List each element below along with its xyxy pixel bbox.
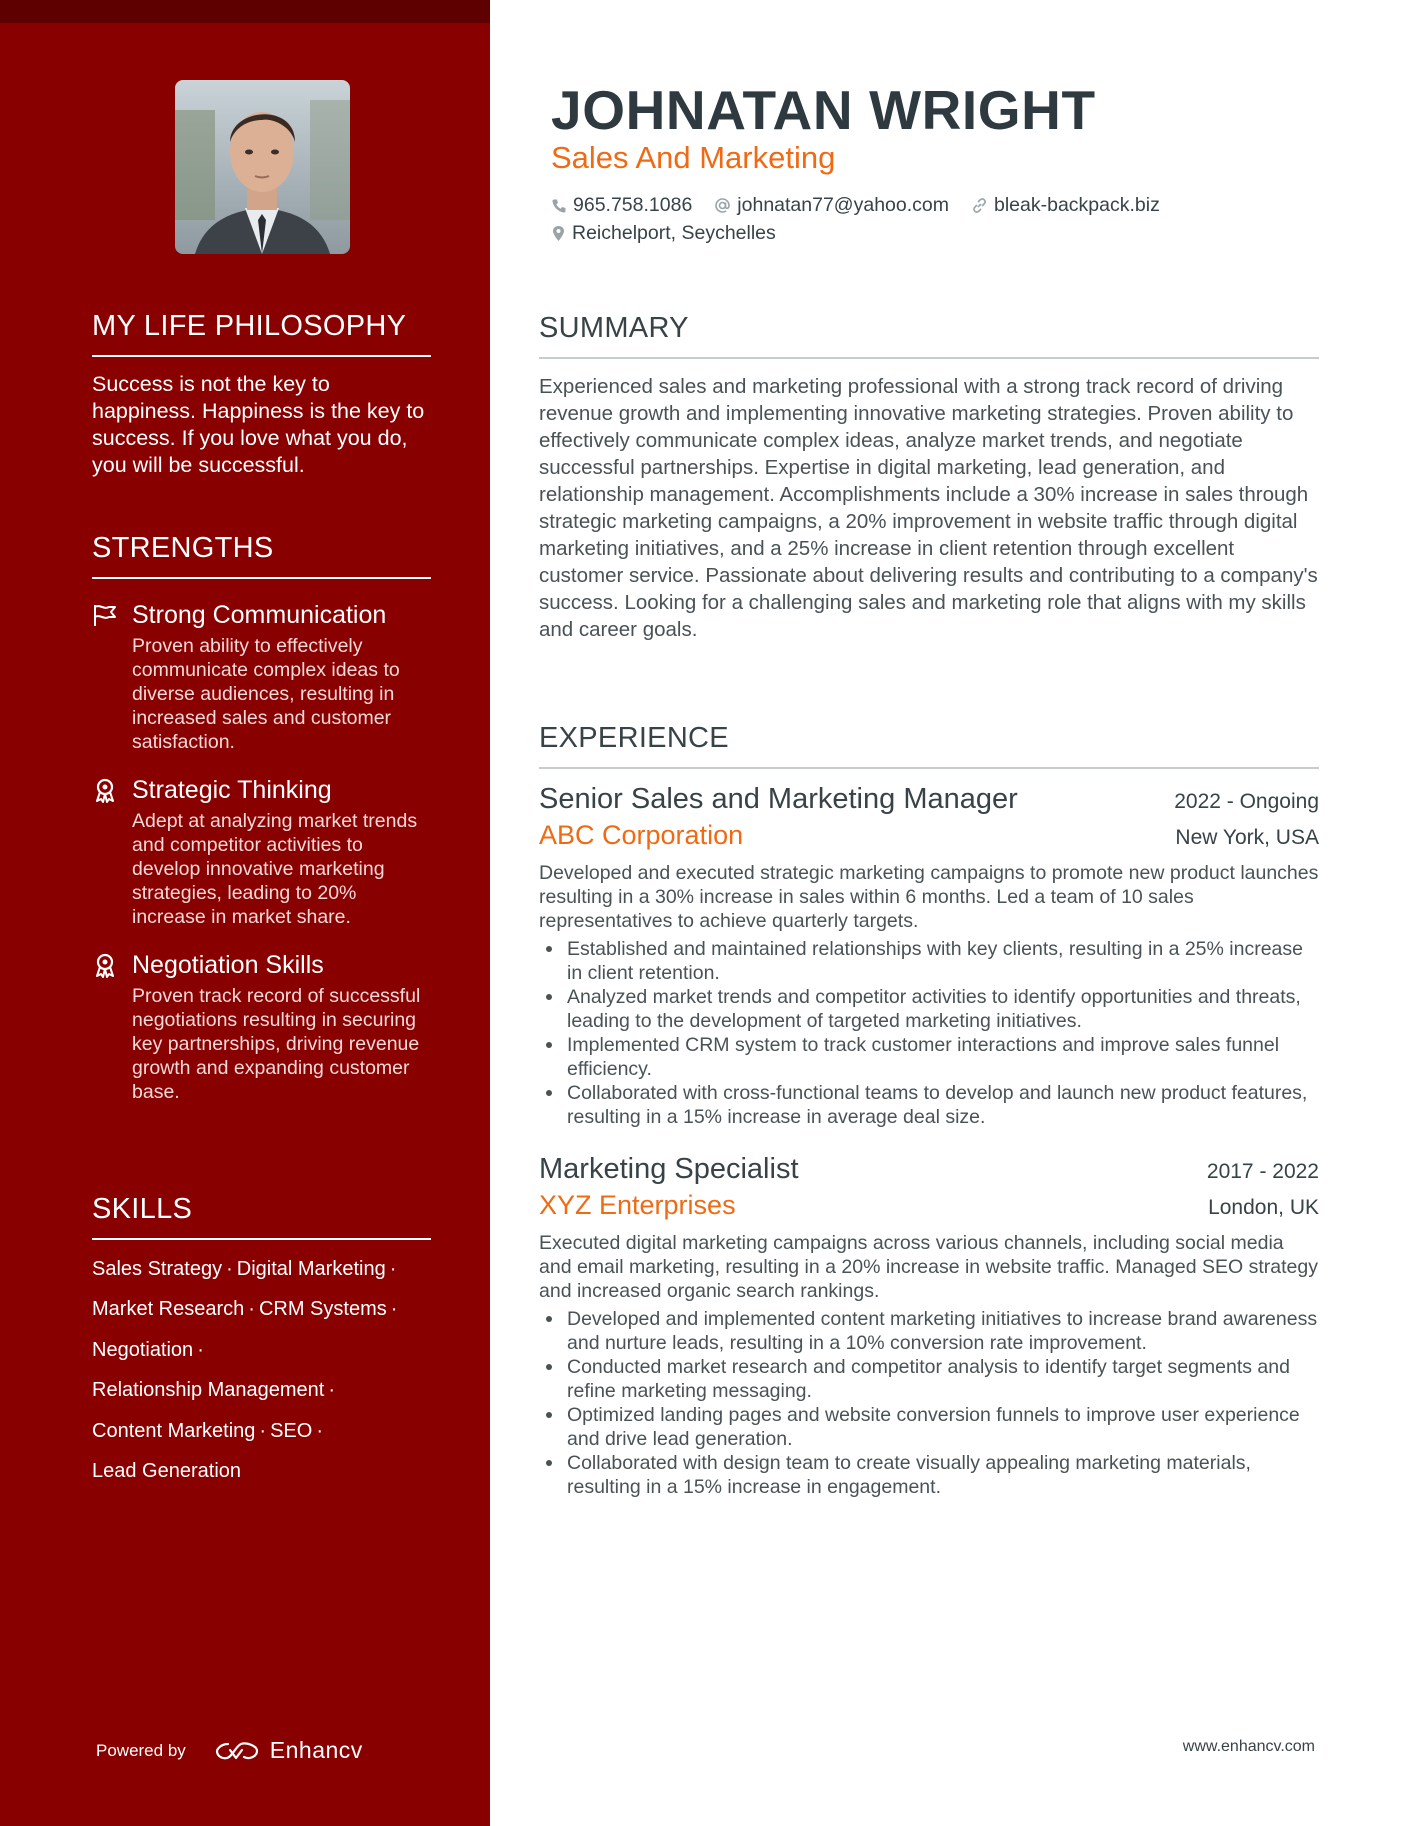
strength-description: Proven ability to effectively communicate complex ideas to diverse audiences, resulting in increased sales and customer satisfaction. [132,635,400,753]
skill-separator: · [328,1379,336,1401]
skills-section [92,1193,431,1483]
phone-icon [551,198,567,214]
philosophy-text: Success is not the key to happiness. Happiness is the key to success. If you love what you do, you will be successful. [92,372,425,477]
job-location: New York, USA [1175,826,1319,849]
skill-line [92,1419,431,1443]
contact-phone[interactable] [551,194,692,217]
job-dates: 2022 - Ongoing [1174,790,1319,813]
enhancv-logo[interactable] [214,1737,363,1764]
location-text: Reichelport, Seychelles [572,222,776,244]
strength-item [92,774,431,929]
skill-tag: Sales Strategy [92,1257,223,1280]
main-content [490,0,1410,1826]
job-bullet: Established and maintained relationships with key clients, resulting in a 25% increase in client retention. [539,937,1319,985]
job-bullets [539,937,1319,1129]
skill-separator: · [389,1257,397,1280]
experience-heading: EXPERIENCE [539,722,1319,769]
job-description: Developed and executed strategic marketing campaigns to promote new product launches resulting in a 30% increase in sales within 6 months. Led a team of 10 sales representatives to achieve quarterly targets. [539,862,1319,932]
skill-separator: · [197,1338,204,1361]
strength-description: Adept at analyzing market trends and competitor activities to develop innovative marketing strategies, leading to 20% increase in market share. [132,810,418,928]
job-title: Senior Sales and Marketing Manager [539,783,1018,815]
skill-tag: CRM Systems [258,1298,387,1320]
skill-tag: SEO [270,1419,313,1442]
skill-tag: Digital Marketing [236,1257,386,1280]
strength-title: Negotiation Skills [132,951,324,979]
contact-location [551,222,776,245]
email-text: johnatan77@yahoo.com [737,194,949,216]
job-bullet: Collaborated with design team to create visually appealing marketing materials, resulting in a 15% increase in engagement. [539,1451,1319,1499]
contact-row [551,222,798,245]
strength-item [92,949,431,1104]
job-bullet: Analyzed market trends and competitor activities to identify opportunities and threats, leading to the development of targeted marketing initiatives. [539,985,1319,1033]
skill-line [92,1297,431,1321]
job-bullet: Optimized landing pages and website conversion funnels to improve user experience and drive lead generation. [539,1403,1319,1451]
candidate-name: JOHNATAN WRIGHT [551,79,1096,141]
job-subheader [539,820,1319,851]
summary-text: Experienced sales and marketing professional with a strong track record of driving revenue growth and implementing innovative marketing strategies. Proven ability to effectively communicate complex ideas, analyze market trends, and negotiate successful partnerships. Expertise in digital marketing, lead generation, and relationship management. Accomplishments include a 30% increase in sales through strategic marketing campaigns, a 20% improvement in website traffic through digital marketing initiatives, and a 25% increase in client retention through excellent customer service. Passionate about delivering results and contributing to a company's success. Looking for a challenging sales and marketing role that aligns with my skills and career goals. [539,375,1318,641]
job-header [539,783,1319,816]
strength-title: Strong Communication [132,601,387,629]
website-text: bleak-backpack.biz [994,194,1160,216]
job-location: London, UK [1208,1196,1319,1219]
contact-email[interactable] [714,194,949,217]
job-header [539,1153,1319,1186]
contact-website[interactable] [971,194,1160,217]
skill-line [92,1338,431,1362]
skill-separator: · [226,1257,233,1280]
skill-tag: Relationship Management [92,1379,325,1401]
strengths-section [92,532,431,1104]
philosophy-section [92,310,431,479]
job-company: ABC Corporation [539,820,744,850]
job-entry [539,783,1319,1129]
job-entry [539,1153,1319,1499]
skill-separator: · [248,1298,255,1320]
job-bullets [539,1307,1319,1499]
job-subheader [539,1190,1319,1221]
skills-heading: SKILLS [92,1193,431,1240]
at-icon [714,197,731,214]
job-bullet: Collaborated with cross-functional teams to develop and launch new product features, resulting in a 15% increase in average deal size. [539,1081,1319,1129]
link-icon [971,197,988,214]
job-description: Executed digital marketing campaigns across various channels, including social media and email marketing, resulting in a 20% increase in website traffic. Managed SEO strategy and increased organic search rankings. [539,1232,1318,1302]
philosophy-heading: MY LIFE PHILOSOPHY [92,310,431,357]
skill-tag: Content Marketing [92,1419,256,1442]
phone-text: 965.758.1086 [573,194,693,216]
skill-separator: · [390,1298,398,1320]
job-bullet: Implemented CRM system to track customer interactions and improve sales funnel efficiency. [539,1033,1319,1081]
contact-row [551,194,1182,217]
summary-heading: SUMMARY [539,312,1319,359]
skill-line [92,1459,431,1483]
job-bullet: Developed and implemented content marketing initiatives to increase brand awareness and nurture leads, resulting in a 10% conversion rate improvement. [539,1307,1319,1355]
footer-url[interactable]: www.enhancv.com [1182,1738,1315,1755]
sidebar-top-band [0,0,490,23]
powered-by [96,1737,363,1764]
enhancv-logo-icon [214,1740,260,1762]
strengths-heading: STRENGTHS [92,532,431,579]
skill-tag: Negotiation [92,1338,194,1361]
sidebar [0,0,490,1826]
job-dates: 2017 - 2022 [1206,1160,1319,1183]
candidate-role: Sales And Marketing [551,140,836,175]
strength-item [92,599,431,754]
powered-by-label: Powered by [96,1740,186,1760]
profile-photo [175,80,350,254]
strength-description: Proven track record of successful negotiations resulting in securing key partnerships, driving revenue growth and expanding customer base. [132,985,421,1103]
location-pin-icon [551,225,566,242]
experience-section [539,722,1319,1499]
job-bullet: Conducted market research and competitor analysis to identify target segments and refine marketing messaging. [539,1355,1319,1403]
enhancv-brand-name: Enhancv [269,1737,363,1763]
strength-title: Strategic Thinking [132,776,332,804]
skill-separator: · [316,1419,324,1442]
job-title: Marketing Specialist [539,1153,799,1185]
skill-line [92,1378,431,1402]
skill-separator: · [259,1419,267,1442]
summary-section [539,312,1319,643]
skill-line [92,1257,431,1281]
job-company: XYZ Enterprises [539,1190,736,1220]
flag-icon [92,602,118,628]
skill-tag: Market Research [92,1298,245,1320]
award-icon [92,952,118,978]
award-icon [92,777,118,803]
skill-tag: Lead Generation [92,1460,242,1482]
